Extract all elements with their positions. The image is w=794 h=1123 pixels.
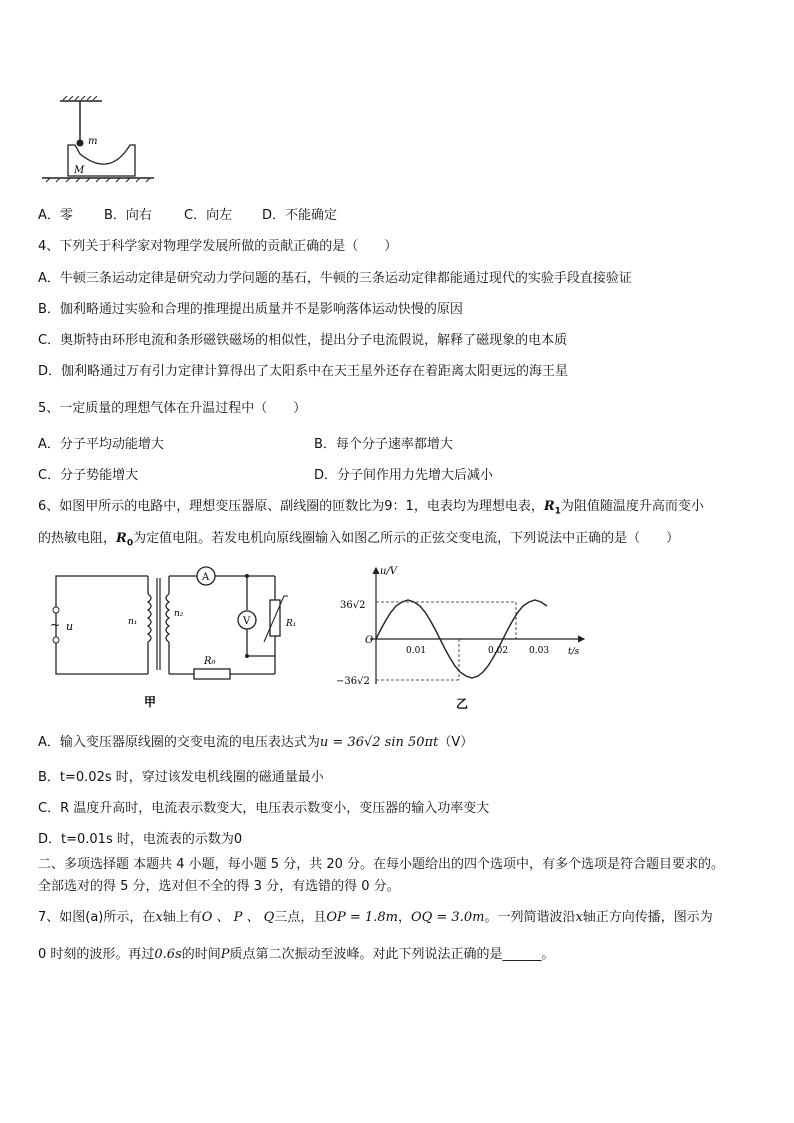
graph-caption: 乙 [456,697,469,711]
section2-instruction-line1: 二、多项选择题 本题共 4 小题，每小题 5 分，共 20 分。在每小题给出的四个选项中，有多个选项是符合题目要求的。 [38,857,725,872]
q5-option-d: D．分子间作用力先增大后减小 [314,468,494,483]
r1-circuit-label: R₁ [286,619,297,629]
q5-option-a: A．分子平均动能增大 [38,437,164,452]
q4-option-b: B．伽利略通过实验和合理的推理提出质量并不是影响落体运动快慢的原因 [38,302,463,317]
q5-option-c: C．分子势能增大 [38,468,139,483]
q6-option-b: B．t=0.02s 时，穿过该发电机线圈的磁通量最小 [38,770,324,785]
graph-tick-1: 0.01 [406,646,427,656]
mass-m-label: m [88,136,98,147]
ammeter-label: A [202,572,210,583]
voltmeter-label: V [243,616,251,627]
q6-stem-line2: 的热敏电阻，$R_0$为定值电阻。若发电机向原线圈输入如图乙所示的正弦交变电流，下列说法中正确的是（ ） [38,531,680,549]
q6-circuit-diagram [40,564,310,714]
graph-tick-3: 0.03 [529,646,550,656]
q4-stem: 4、下列关于科学家对物理学发展所做的贡献正确的是（ ） [38,239,398,254]
n1-label: n₁ [128,617,138,627]
q5-option-b: B．每个分子速率都增大 [314,437,453,452]
voltage-formula: u = 36√2 sin 50πt [319,735,439,750]
q4-option-a: A．牛顿三条运动定律是研究动力学问题的基石，牛顿的三条运动定律都能通过现代的实验手段直接验证 [38,271,632,286]
q7-stem-line1: 7、如图(a)所示，在x轴上有O 、 P 、 Q三点，且OP = 1.8m，OQ = 3.0m。一列简谐波沿x轴正方向传播，图示为 [38,910,713,925]
r0-symbol: R [116,531,127,546]
circuit-caption: 甲 [144,695,157,709]
q5-stem: 5、一定质量的理想气体在升温过程中（ ） [38,401,307,416]
r1-symbol: R [543,499,555,514]
q4-option-d: D．伽利略通过万有引力定律计算得出了太阳系中在天王星外还存在着距离太阳更远的海王星 [38,364,569,379]
graph-ylabel: u/V [380,566,398,577]
q3-option-a: A．零 [38,208,73,223]
graph-xlabel: t/s [568,647,580,657]
q6-waveform-graph [336,562,586,712]
graph-ytop: 36√2 [340,600,366,611]
section2-instruction-line2: 全部选对的得 5 分，选对但不全的得 3 分，有选错的得 0 分。 [38,879,400,894]
source-u-label: u [66,620,74,633]
q6-option-a: A．输入变压器原线圈的交变电流的电压表达式为u = 36√2 sin 50πt（V） [38,735,474,750]
r0-circuit-label: R₀ [204,656,216,667]
pendulum-block-figure [38,96,158,186]
q6-stem-line1: 6、如图甲所示的电路中，理想变压器原、副线圈的匝数比为9：1，电表均为理想电表，$R_1$为阻值随温度升高而变小 [38,499,704,517]
block-M-label: M [74,165,85,176]
svg-text:~: ~ [50,618,61,632]
q6-option-c: C．R 温度升高时，电流表示数变大，电压表示数变小，变压器的输入功率变大 [38,801,490,816]
q7-stem-line2: 0 时刻的波形。再过0.6s的时间P质点第二次振动至波峰。对此下列说法正确的是______。 [38,947,555,962]
q3-option-c: C．向左 [184,208,233,223]
q6-option-d: D．t=0.01s 时，电流表的示数为0 [38,832,243,847]
q3-option-d: D．不能确定 [262,208,338,223]
q3-option-b: B．向右 [104,208,152,223]
graph-tick-2: 0.02 [488,646,509,656]
graph-origin: O [365,635,374,646]
graph-ybottom: −36√2 [336,676,370,687]
q4-option-c: C．奥斯特由环形电流和条形磁铁磁场的相似性，提出分子电流假说，解释了磁现象的电本质 [38,333,568,348]
n2-label: n₂ [174,609,184,619]
